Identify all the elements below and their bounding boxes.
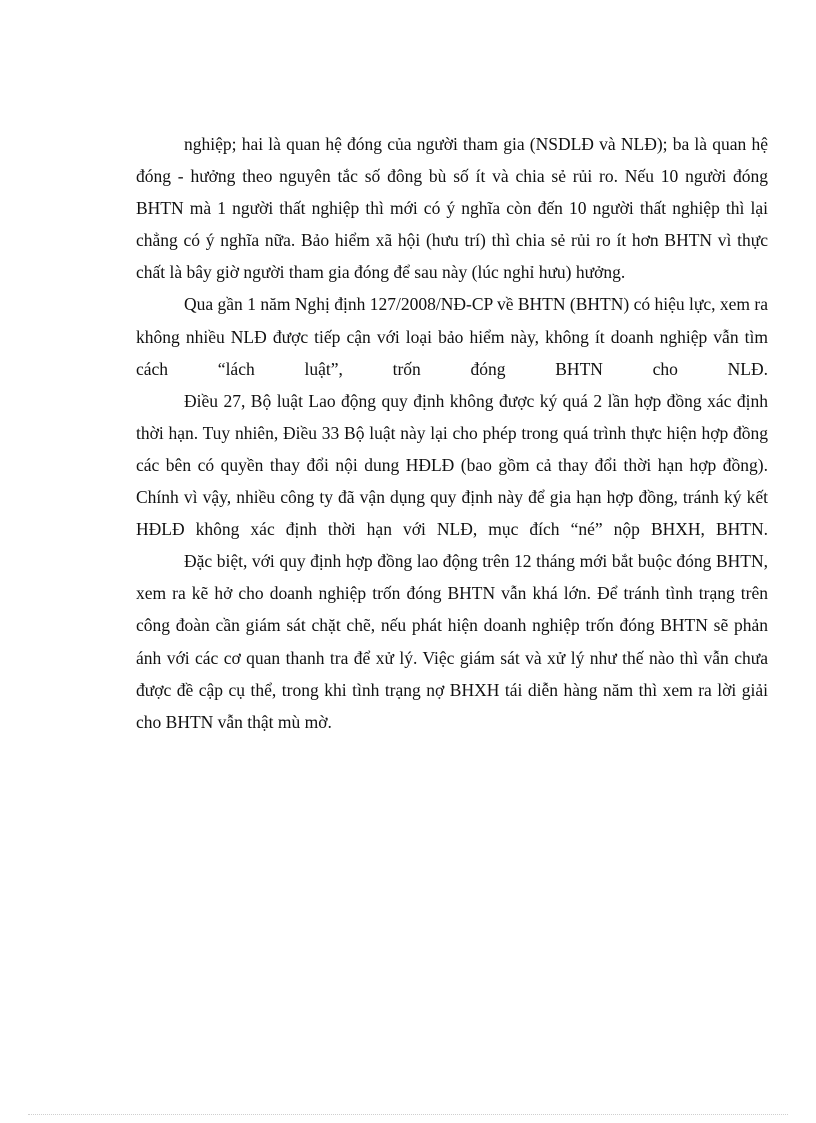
document-body [136,128,768,738]
paragraph-1: nghiệp; hai là quan hệ đóng của người tham gia (NSDLĐ và NLĐ); ba là quan hệ đóng - hưởng theo nguyên tắc số đông bù số ít và chia sẻ rủi ro. Nếu 10 người đóng BHTN mà 1 người thất nghiệp thì mới có ý nghĩa còn đến 10 người thất nghiệp thì lại chẳng có ý nghĩa nữa. Bảo hiểm xã hội (hưu trí) thì chia sẻ rủi ro ít hơn BHTN vì thực chất là bây giờ người tham gia đóng để sau này (lúc nghỉ hưu) hưởng. [136,134,768,283]
paragraph-2: Qua gần 1 năm Nghị định 127/2008/NĐ-CP về BHTN (BHTN) có hiệu lực, xem ra không nhiều NLĐ được tiếp cận với loại bảo hiểm này, không ít doanh nghiệp vẫn tìm cách “lách luật”, trốn đóng BHTN cho NLĐ. [136,294,768,379]
paragraph-3: Điều 27, Bộ luật Lao động quy định không được ký quá 2 lần hợp đồng xác định thời hạn. Tuy nhiên, Điều 33 Bộ luật này lại cho phép trong quá trình thực hiện hợp đồng các bên có quyền thay đổi nội dung HĐLĐ (bao gồm cả thay đổi thời hạn hợp đồng). Chính vì vậy, nhiều công ty đã vận dụng quy định này để gia hạn hợp đồng, tránh ký kết HĐLĐ không xác định thời hạn với NLĐ, mục đích “né” nộp BHXH, BHTN. [136,390,768,540]
paragraph-4: Đặc biệt, với quy định hợp đồng lao động trên 12 tháng mới bắt buộc đóng BHTN, xem ra kẽ hở cho doanh nghiệp trốn đóng BHTN vẫn khá lớn. Để tránh tình trạng trên công đoàn cần giám sát chặt chẽ, nếu phát hiện doanh nghiệp trốn đóng BHTN sẽ phản ánh với các cơ quan thanh tra để xử lý. Việc giám sát và xử lý như thế nào thì vẫn chưa được đề cập cụ thể, trong khi tình trạng nợ BHXH tái diễn hàng năm thì xem ra lời giải cho BHTN vẫn thật mù mờ. [136,551,768,732]
page-bottom-border [28,1114,788,1115]
